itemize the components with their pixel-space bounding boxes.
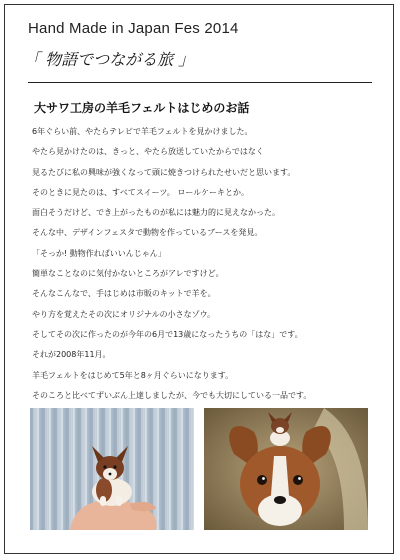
divider [28, 82, 372, 83]
article-body [32, 122, 377, 406]
body-line: 面白そうだけど、でき上がったものが私には魅力的に見えなかった。 [32, 208, 280, 218]
article-title: 大サワ工房の羊毛フェルトはじめのお話 [34, 101, 250, 115]
felt-dog-image [30, 408, 194, 530]
body-line: それが2008年11月。 [32, 350, 111, 360]
body-line: そんなこんなで、手はじめは市販のキットで羊を。 [32, 289, 216, 299]
body-line: 6年ぐらい前、やたらテレビで羊毛フェルトを見かけました。 [32, 127, 253, 136]
body-line: 羊毛フェルトをはじめて5年と8ヶ月ぐらいになります。 [32, 370, 234, 380]
body-line: そんな中、デザインフェスタで動物を作っているブースを発見。 [32, 228, 263, 238]
body-line: 「そっか! 動物作ればいいんじゃん」 [32, 248, 166, 258]
body-line: やり方を覚えたその次にオリジナルの小さなゾウ。 [32, 309, 215, 319]
photo-papillon-with-figure [204, 408, 368, 530]
event-title: Hand Made in Japan Fes 2014 [28, 20, 239, 37]
body-line: そしてその次に作ったのが今年の6月で13歳になったうちの「はな」です。 [32, 329, 303, 339]
body-line: そのときに見たのは、すべてスイーツ。 ロールケーキとか。 [32, 187, 250, 197]
body-line: やたら見かけたのは、きっと、やたら放送していたからではなく [32, 147, 264, 157]
body-line: 簡単なことなのに気付かないところがアレですけど。 [32, 269, 224, 279]
body-line: そのころと比べてずいぶん上達しましたが、今でも大切にしている一品です。 [32, 390, 312, 400]
body-line: 見るたびに私の興味が強くなって頭に焼きつけられたせいだと思います。 [32, 167, 296, 177]
photo-felt-dog-on-hand [30, 408, 194, 530]
subtitle: 「 物語でつながる旅 」 [24, 50, 195, 69]
papillon-image [204, 408, 368, 530]
